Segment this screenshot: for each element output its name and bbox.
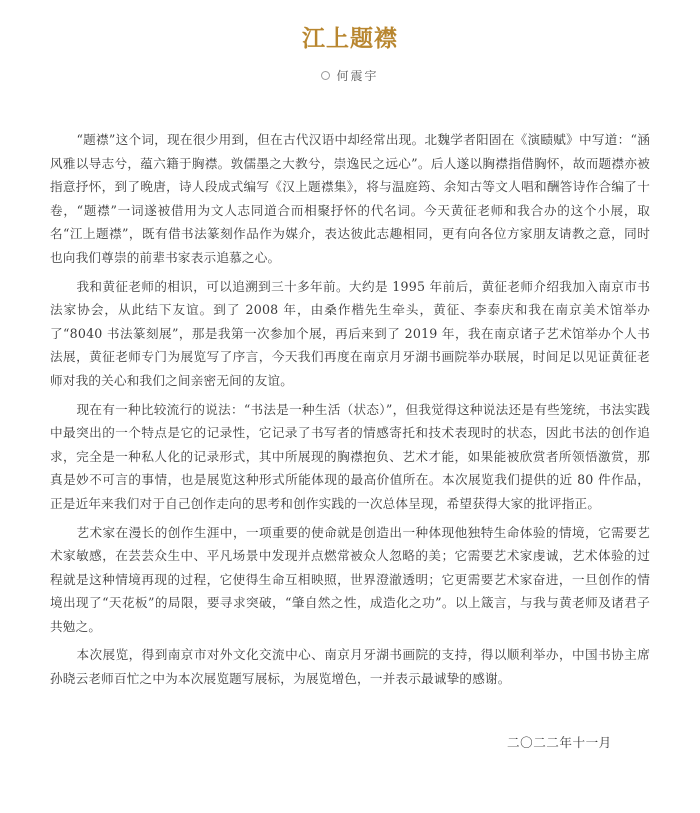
paragraph: “题襟”这个词，现在很少用到，但在古代汉语中却经常出现。北魏学者阳固在《演赜赋》中写道：“涵风雅以导志兮，蕴六籍于胸襟。敦儒墨之大教兮，崇逸民之远心”。后人遂以胸襟指借胸怀，故而题襟亦被指意抒怀，到了晚唐，诗人段成式编写《汉上题襟集》，将与温庭筠、余知古等文人唱和酬答诗作合编了十卷，“题襟”一词遂被借用为文人志同道合而相聚抒怀的代名词。今天黄征老师和我合办的这个小展，取名“江上题襟”，既有借书法篆刻作品作为媒介，表达彼此志趣相同，更有向各位方家朋友请教之意，同时也向我们尊崇的前辈书家表示追慕之心。 xyxy=(50,132,650,265)
author-name: 何震宇 xyxy=(336,69,379,83)
paragraph: 我和黄征老师的相识，可以追溯到三十多年前。大约是 1995 年前后，黄征老师介绍我加入南京市书法家协会，从此结下友谊。到了 2008 年，由桑作楷先生牵头，黄征、李泰庆和我在南京美术馆举办了“8040 书法篆刻展”，那是我第一次参加个展，再后来到了 2019 年，我在南京诸子艺术馆举办个人书法展，黄征老师专门为展览写了序言，今天我们再度在南京月牙湖书画院举办联展，时间足以见证黄征老师对我的关心和我们之间亲密无间的友谊。 xyxy=(50,278,650,388)
article-title: 江上题襟 xyxy=(302,25,398,52)
paragraph: 本次展览，得到南京市对外文化交流中心、南京月牙湖书画院的支持，得以顺利举办，中国书协主席孙晓云老师百忙之中为本次展览题写展标，为展览增色，一并表示最诚挚的感谢。 xyxy=(50,647,650,687)
article-body xyxy=(50,128,650,696)
author-byline xyxy=(0,67,700,84)
circle-bullet-icon xyxy=(321,71,330,80)
signature-date: 二〇二二年十一月 xyxy=(507,735,612,750)
paragraph: 艺术家在漫长的创作生涯中，一项重要的使命就是创造出一种体现他独特生命体验的情境，它需要艺术家敏感，在芸芸众生中、平凡场景中发现并点燃常被众人忽略的美；它需要艺术家虔诚，艺术体验的过程就是这种情境再现的过程，它使得生命互相映照，世界澄澈透明；它更需要艺术家奋进，一旦创作的情境出现了“天花板”的局限，要寻求突破，“肇自然之性，成造化之功”。以上箴言，与我与黄老师及诸君子共勉之。 xyxy=(50,524,650,634)
paragraph: 现在有一种比较流行的说法：“书法是一种生活（状态）”，但我觉得这种说法还是有些笼统，书法实践中最突出的一个特点是它的记录性，它记录了书写者的情感寄托和技术表现时的状态，因此书法的创作追求，完全是一种私人化的记录形式，其中所展现的胸襟抱负、艺术才能，如果能被欣赏者所领悟激赏，那真是妙不可言的事情，也是展览这种形式所能体现的最高价值所在。本次展览我们提供的近 80 件作品，正是近年来我们对于自己创作走向的思考和创作实践的一次总体呈现，希望获得大家的批评指正。 xyxy=(50,401,650,511)
